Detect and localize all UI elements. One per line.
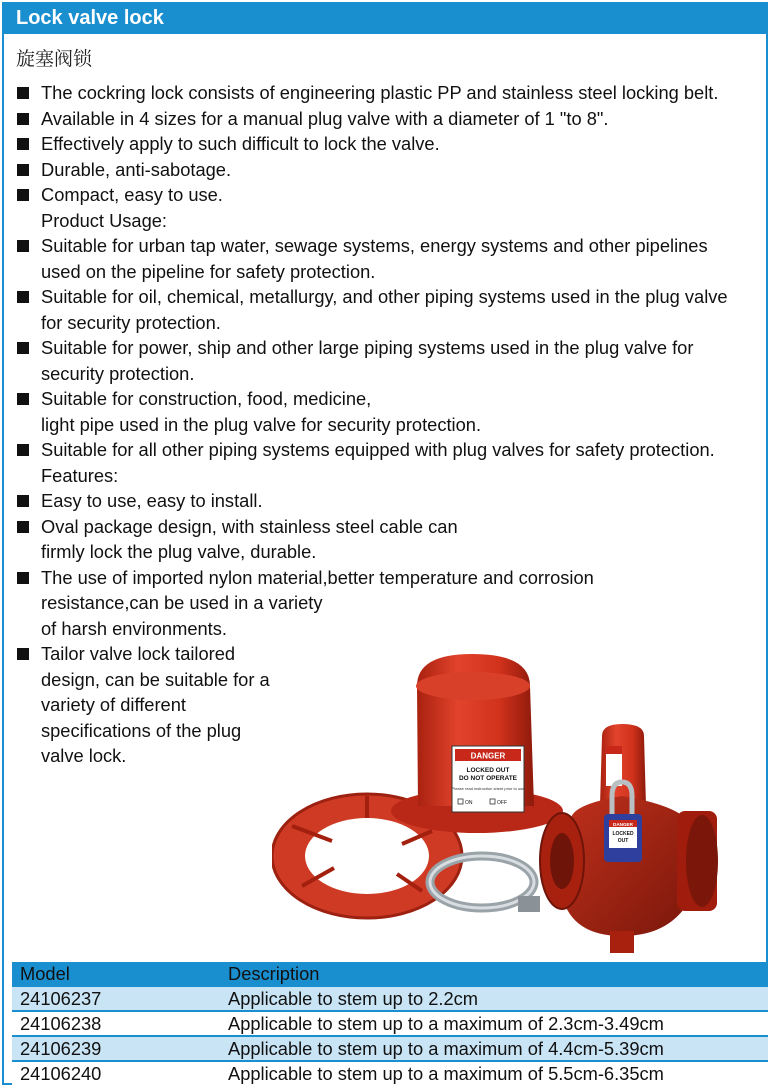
bullet-square-icon (17, 164, 29, 176)
padlock-tag-locked: LOCKED (612, 831, 634, 837)
table-row (12, 1036, 768, 1061)
product-photo (272, 646, 732, 958)
description-cell: Applicable to stem up to a maximum of 4.4cm-5.39cm (220, 1036, 768, 1061)
list-item: Suitable for urban tap water, sewage systems, energy systems and other pipelines used on the pipeline for safety protection. (16, 233, 751, 284)
list-item: Oval package design, with stainless steel cable can (16, 514, 751, 540)
bullet-square-icon (17, 113, 29, 125)
list-item: Compact, easy to use. (16, 182, 751, 208)
bullet-square-icon (17, 87, 29, 99)
bullet-square-icon (17, 495, 29, 507)
list-item: Suitable for oil, chemical, metallurgy, and other piping systems used in the plug valve for security protection. (16, 284, 751, 335)
datasheet-frame (2, 2, 768, 1085)
list-item: Suitable for power, ship and other large piping systems used in the plug valve for security protection. (16, 335, 751, 386)
padlock-tag-header: DANGER (613, 821, 633, 827)
chinese-subtitle: 旋塞阀锁 (16, 48, 93, 70)
model-cell: 24106240 (12, 1061, 220, 1085)
list-item-continuation: light pipe used in the plug valve for security protection. (41, 413, 482, 435)
usage-heading: Product Usage: (41, 209, 168, 231)
model-table (12, 962, 768, 1085)
padlock-tag-out: OUT (617, 838, 629, 844)
danger-tag-header: DANGER (470, 751, 506, 761)
bullet-square-icon (17, 189, 29, 201)
list-item: Suitable for all other piping systems equipped with plug valves for safety protection. (16, 437, 751, 463)
table-header-row (12, 962, 768, 986)
model-cell: 24106238 (12, 1011, 220, 1036)
column-header-model: Model (12, 962, 220, 986)
bullet-square-icon (17, 342, 29, 354)
list-item: Easy to use, easy to install. (16, 488, 751, 514)
table-row (12, 1011, 768, 1036)
list-item-continuation: of harsh environments. (41, 617, 227, 639)
list-item: The cockring lock consists of engineering plastic PP and stainless steel locking belt. (16, 80, 751, 106)
features-heading: Features: (41, 464, 119, 486)
list-item: Tailor valve lock tailored design, can be suitable for a variety of different specifications of the plug valve lock. (16, 641, 283, 769)
list-item: Available in 4 sizes for a manual plug valve with a diameter of 1 "to 8". (16, 106, 751, 132)
description-cell: Applicable to stem up to 2.2cm (220, 986, 768, 1011)
valve-cap (391, 654, 563, 833)
model-cell: 24106239 (12, 1036, 220, 1061)
bullet-square-icon (17, 521, 29, 533)
table-row (12, 986, 768, 1011)
danger-tag-donot: DO NOT OPERATE (458, 775, 518, 782)
bullet-square-icon (17, 648, 29, 660)
table-row (12, 1061, 768, 1085)
model-cell: 24106237 (12, 986, 220, 1011)
description-cell: Applicable to stem up to a maximum of 5.5cm-6.35cm (220, 1061, 768, 1085)
list-item: Durable, anti-sabotage. (16, 157, 751, 183)
danger-tag-on: ON (465, 800, 473, 806)
danger-tag-locked: LOCKED OUT (466, 767, 510, 774)
description-cell: Applicable to stem up to a maximum of 2.3cm-3.49cm (220, 1011, 768, 1036)
bullet-square-icon (17, 393, 29, 405)
bullet-square-icon (17, 291, 29, 303)
list-item: Effectively apply to such difficult to lock the valve. (16, 131, 751, 157)
title-bar (4, 4, 766, 34)
column-header-description: Description (220, 962, 768, 986)
danger-tag-off: OFF (497, 800, 507, 806)
list-item: Suitable for construction, food, medicine, (16, 386, 751, 412)
bullet-square-icon (17, 572, 29, 584)
bullet-square-icon (17, 240, 29, 252)
bullet-square-icon (17, 138, 29, 150)
page-title: Lock valve lock (16, 7, 164, 29)
list-item-continuation: resistance,can be used in a variety (41, 592, 323, 613)
bullet-square-icon (17, 444, 29, 456)
list-item: The use of imported nylon material,better temperature and corrosion (16, 565, 751, 591)
danger-tag-fineprint: Please read instruction sheet prior to use (451, 786, 525, 791)
list-item-continuation: firmly lock the plug valve, durable. (41, 541, 317, 562)
